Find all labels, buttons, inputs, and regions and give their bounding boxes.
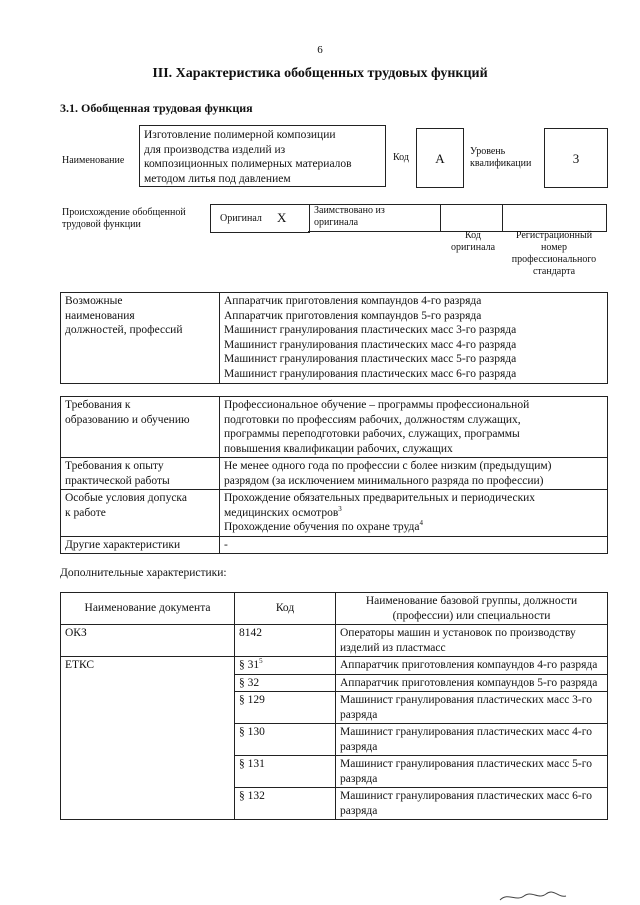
value-line: подготовки по профессиям рабочих, должностям служащих, [224,413,521,426]
function-name-box [139,125,386,187]
borrowed-label [314,205,385,229]
function-name-line: композиционных полимерных материалов [144,158,352,170]
label-line: Другие характеристики [65,538,181,551]
label-line: Возможные [65,295,123,307]
value-line: разрядом (за исключением минимального разряда по профессии) [224,474,544,487]
level-value: 3 [572,151,580,166]
level-label-line: Уровень [470,146,506,157]
table-row [61,458,608,490]
requirements-table [60,396,608,554]
caption-line: стандарта [532,266,576,277]
original-label: Оригинал [220,213,262,224]
section-title: III. Характеристика обобщенных трудовых функций [152,66,488,81]
name-label: Наименование [62,155,125,166]
code-label: Код [393,152,409,163]
list-item: Машинист гранулирования пластических масс 5-го разряда [224,353,517,365]
requirement-value [220,397,608,458]
label-line: должностей, профессий [65,324,183,336]
origin-divider [606,204,607,232]
list-item: Машинист гранулирования пластических масс 6-го разряда [224,367,517,380]
label-line: Требования к [65,399,131,411]
list-item: Аппаратчик приготовления компаундов 5-го разряда [224,309,482,322]
requirement-label [61,536,220,554]
level-label [470,146,531,170]
col-header-name: Наименование базовой группы, должности (профессии) или специальности [336,593,608,625]
signature-mark [498,890,568,904]
original-cell [210,204,310,233]
registration-caption [502,230,606,278]
positions-list [220,293,608,384]
code-cell: § 132 [235,788,336,820]
positions-label [61,293,220,384]
value-line: Профессиональное обучение – программы профессиональной [224,399,530,411]
doc-cell: ОКЗ [61,625,235,657]
label-line: наименования [65,309,135,322]
code-cell: § 32 [235,674,336,692]
caption-line: оригинала [450,242,496,253]
label-line: к работе [65,506,106,519]
value-line [224,520,603,535]
code-cell: § 131 [235,756,336,788]
name-cell: Операторы машин и установок по производству изделий из пластмасс [336,625,608,657]
name-cell: Машинист гранулирования пластических масс 3-го разряда [336,692,608,724]
value-line: - [224,538,228,551]
code-box [416,128,464,188]
requirement-label [61,397,220,458]
function-name-line: для производства изделий из [144,143,286,156]
requirement-label [61,458,220,490]
caption-line: номер [541,242,567,253]
requirement-value [220,458,608,490]
footnote-mark: 5 [259,657,263,666]
value-line: Прохождение обязательных предварительных и периодических [224,492,536,504]
value-line [224,506,603,521]
code-cell: § 130 [235,724,336,756]
label-line: практической работы [65,474,170,487]
function-name-line: методом литья под давлением [144,172,291,185]
table-header-row [61,593,608,625]
value-line: повышения квалификации рабочих, служащих [224,442,453,455]
origin-label-line: Происхождение обобщенной [62,207,186,218]
borrowed-line: оригинала [314,217,359,228]
caption-line: профессионального [511,254,597,265]
code-cell [235,657,336,675]
code-text: § 31 [239,659,260,671]
level-box [544,128,608,188]
list-item: Машинист гранулирования пластических масс 3-го разряда [224,324,517,336]
function-name-line: Изготовление полимерной композиции [144,129,336,141]
code-original-caption [444,230,502,254]
name-cell: Аппаратчик приготовления компаундов 4-го разряда [336,657,608,675]
code-cell: § 129 [235,692,336,724]
additional-table [60,592,608,820]
requirement-value [220,490,608,537]
origin-divider [440,204,441,232]
label-line: Особые условия допуска [65,492,187,504]
name-cell: Машинист гранулирования пластических масс 6-го разряда [336,788,608,820]
origin-label-line: трудовой функции [62,219,141,230]
code-cell: 8142 [235,625,336,657]
name-cell: Машинист гранулирования пластических масс 4-го разряда [336,724,608,756]
table-row [61,536,608,554]
label-line: образованию и обучению [65,413,190,426]
value-text: медицинских осмотров [224,506,339,519]
doc-cell: ЕТКС [61,657,235,820]
col-header-document: Наименование документа [61,593,235,625]
table-row [61,625,608,657]
footnote-mark: 3 [338,504,342,513]
label-line: Требования к опыту [65,460,164,472]
col-header-code: Код [235,593,336,625]
caption-line: Код [465,230,481,241]
caption-line: Регистрационный [515,230,593,241]
list-item: Аппаратчик приготовления компаундов 4-го разряда [224,295,482,307]
page-number: 6 [317,44,323,56]
requirement-value [220,536,608,554]
additional-title: Дополнительные характеристики: [60,567,227,579]
table-row [61,657,608,675]
borrowed-line: Заимствовано из [314,205,385,216]
value-text: Прохождение обучения по охране труда [224,521,420,533]
footnote-mark: 4 [419,519,423,528]
level-label-line: квалификации [470,158,532,169]
code-value: A [435,151,445,166]
origin-label [62,207,186,231]
table-row [61,490,608,537]
requirement-label [61,490,220,537]
positions-row [61,293,608,384]
value-line: программы переподготовки рабочих, служащих, программы [224,428,520,440]
positions-table [60,292,608,384]
value-line: Не менее одного года по профессии с более низким (предыдущим) [224,460,552,472]
table-row [61,397,608,458]
list-item: Машинист гранулирования пластических масс 4-го разряда [224,338,517,351]
origin-divider [502,204,503,232]
subsection-title: 3.1. Обобщенная трудовая функция [60,101,253,115]
name-cell: Аппаратчик приготовления компаундов 5-го разряда [336,674,608,692]
original-mark: X [277,210,287,225]
name-cell: Машинист гранулирования пластических масс 5-го разряда [336,756,608,788]
